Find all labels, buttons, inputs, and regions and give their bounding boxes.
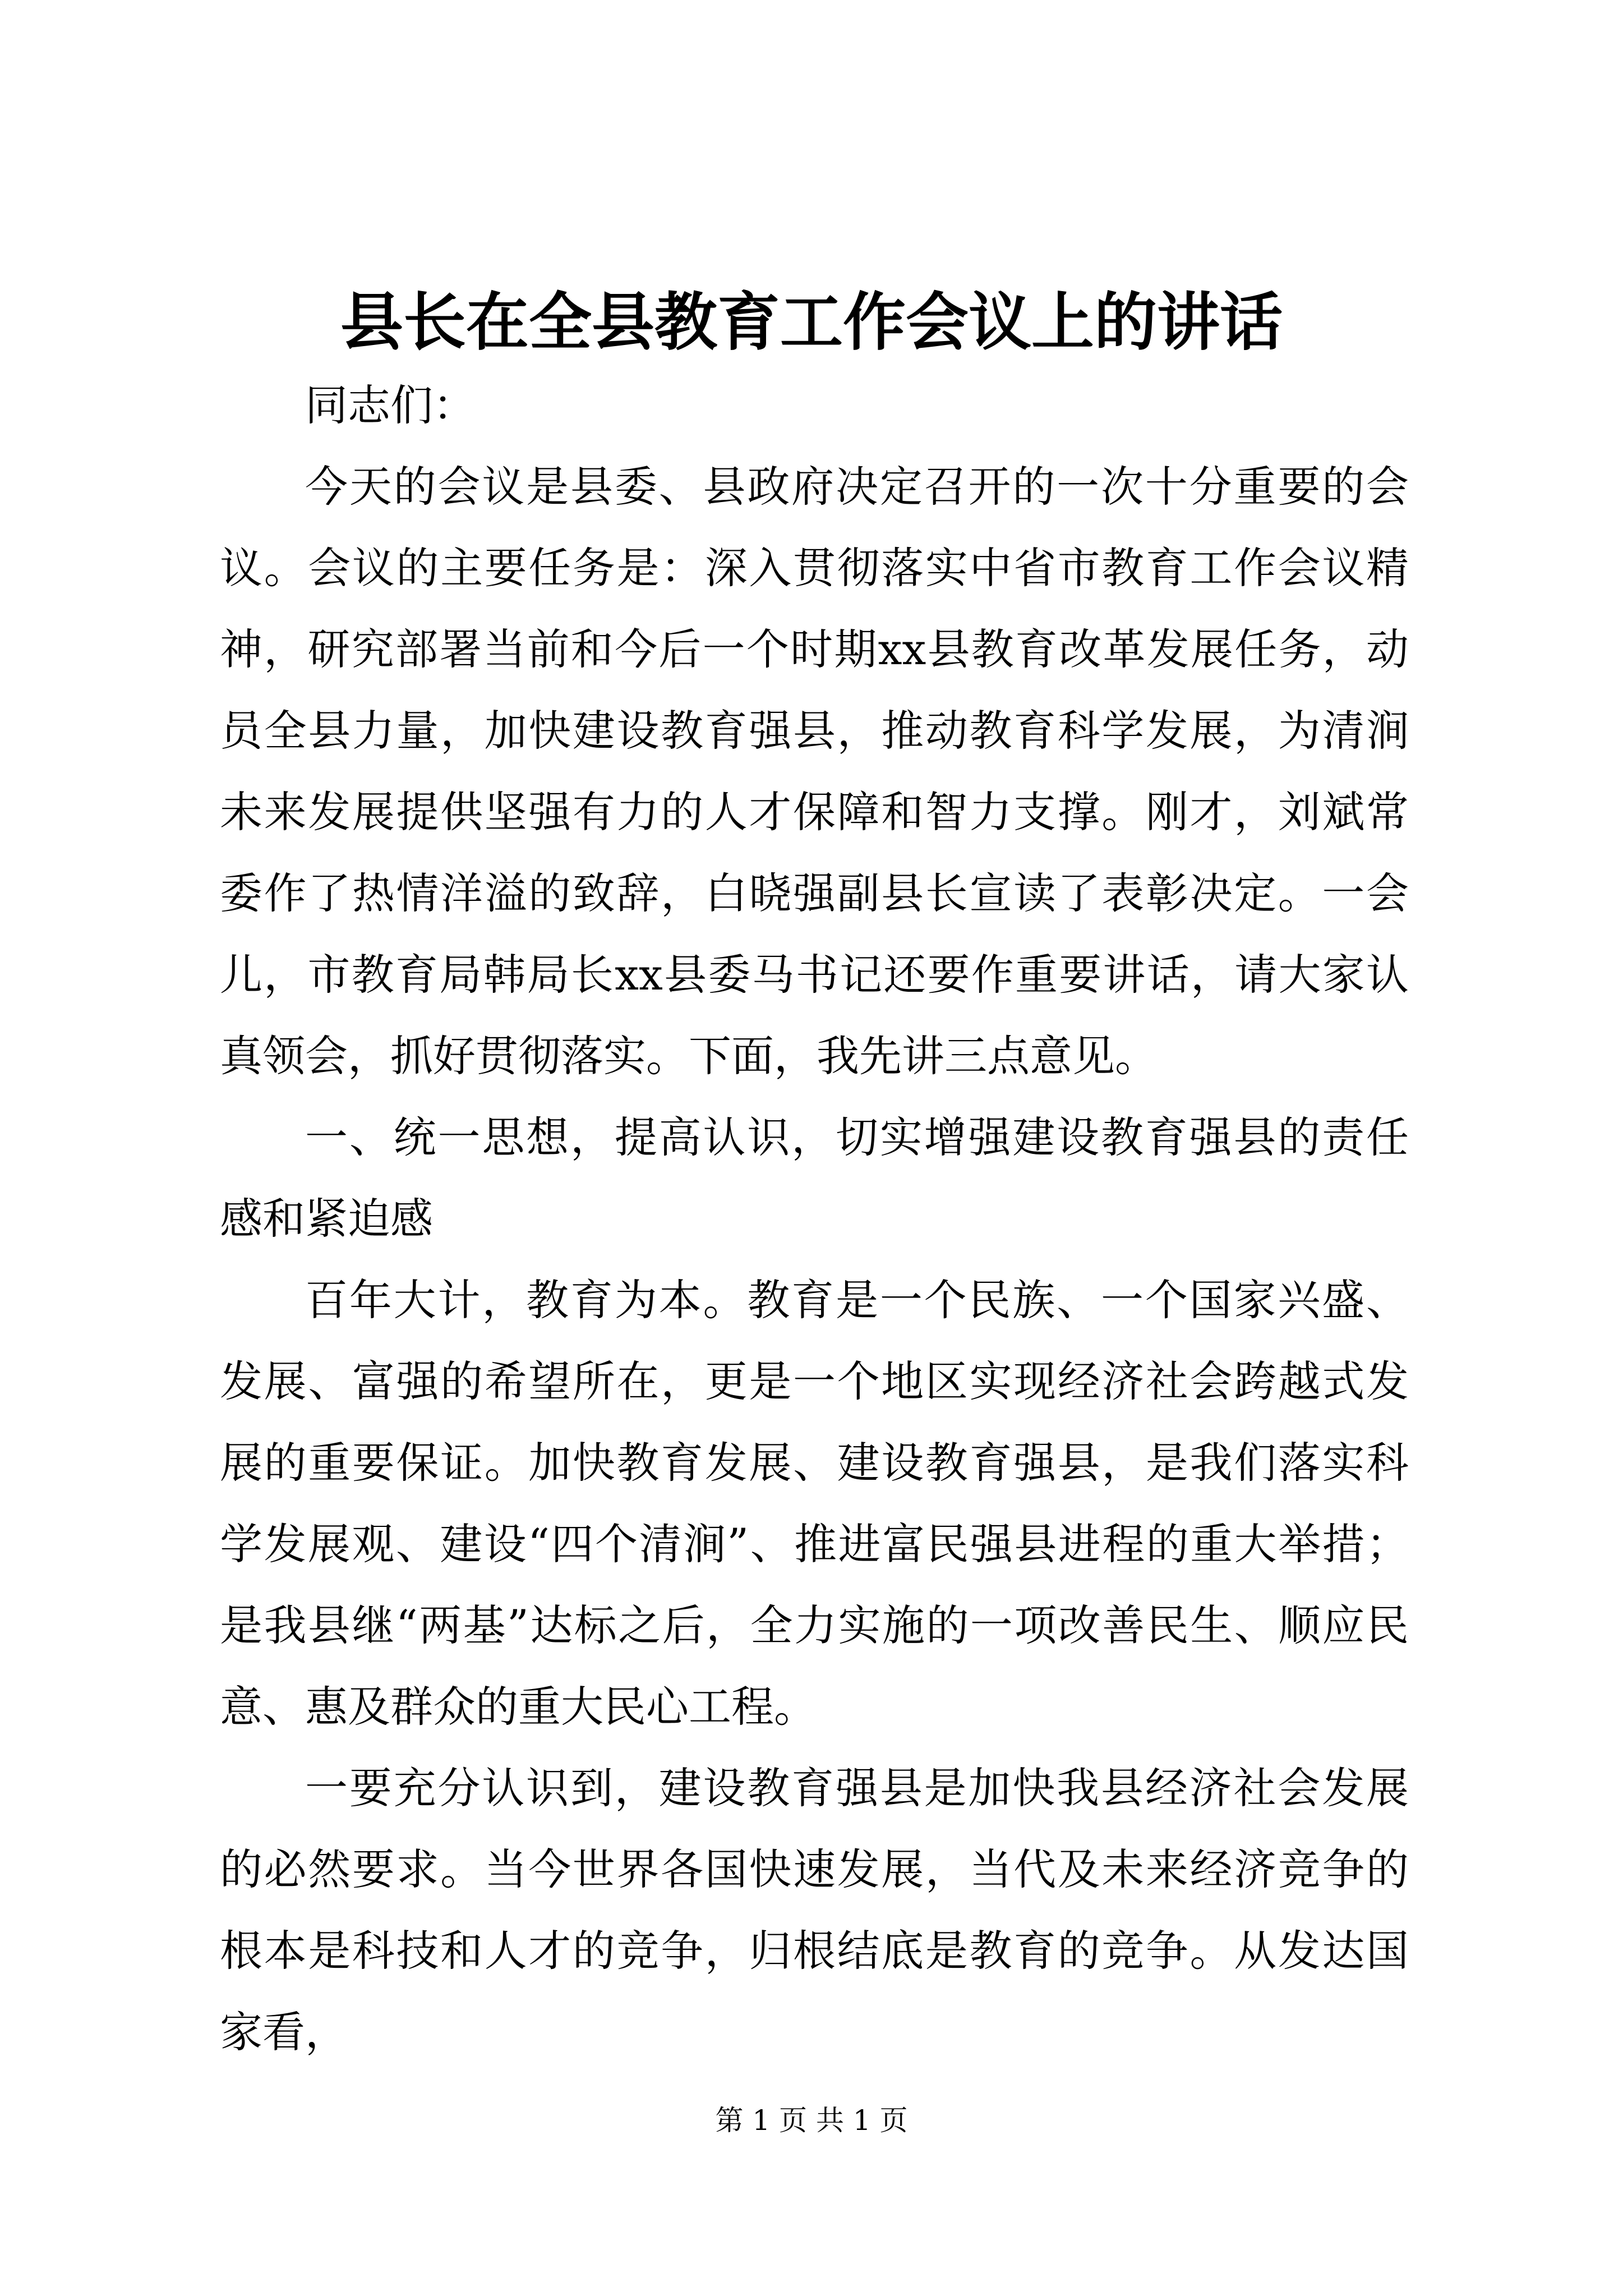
page-footer: 第 1 页 共 1 页 (715, 2104, 908, 2137)
section-heading-paragraph: 一、统一思想，提高认识，切实增强建设教育强县的责任感和紧迫感 (220, 1112, 1409, 1244)
body-paragraph: 一要充分认识到，建设教育强县是加快我县经济社会发展的必然要求。当今世界各国快速发展，当代及未来经济竞争的根本是科技和人才的竞争，归根结底是教育的竞争。从发达国家看， (220, 1763, 1409, 2057)
body-paragraph: 百年大计，教育为本。教育是一个民族、一个国家兴盛、发展、富强的希望所在，更是一个地区实现经济社会跨越式发展的重要保证。加快教育发展、建设教育强县，是我们落实科学发展观、建设“四个清涧”、推进富民强县进程的重大举措；是我县继“两基”达标之后，全力实施的一项改善民生、顺应民意、惠及群众的重大民心工程。 (220, 1275, 1409, 1732)
salutation-paragraph: 同志们： (305, 380, 476, 430)
document-title: 县长在全县教育工作会议上的讲话 (340, 286, 1283, 359)
document-body (220, 365, 1409, 2073)
intro-paragraph: 今天的会议是县委、县政府决定召开的一次十分重要的会议。会议的主要任务是：深入贯彻落实中省市教育工作会议精神，研究部署当前和今后一个时期xx县教育改革发展任务，动员全县力量，加快建设教育强县，推动教育科学发展，为清涧未来发展提供坚强有力的人才保障和智力支撑。刚才，刘斌常委作了热情洋溢的致辞，白晓强副县长宣读了表彰决定。一会儿，市教育局韩局长xx县委马书记还要作重要讲话，请大家认真领会，抓好贯彻落实。下面，我先讲三点意见。 (220, 462, 1409, 1081)
